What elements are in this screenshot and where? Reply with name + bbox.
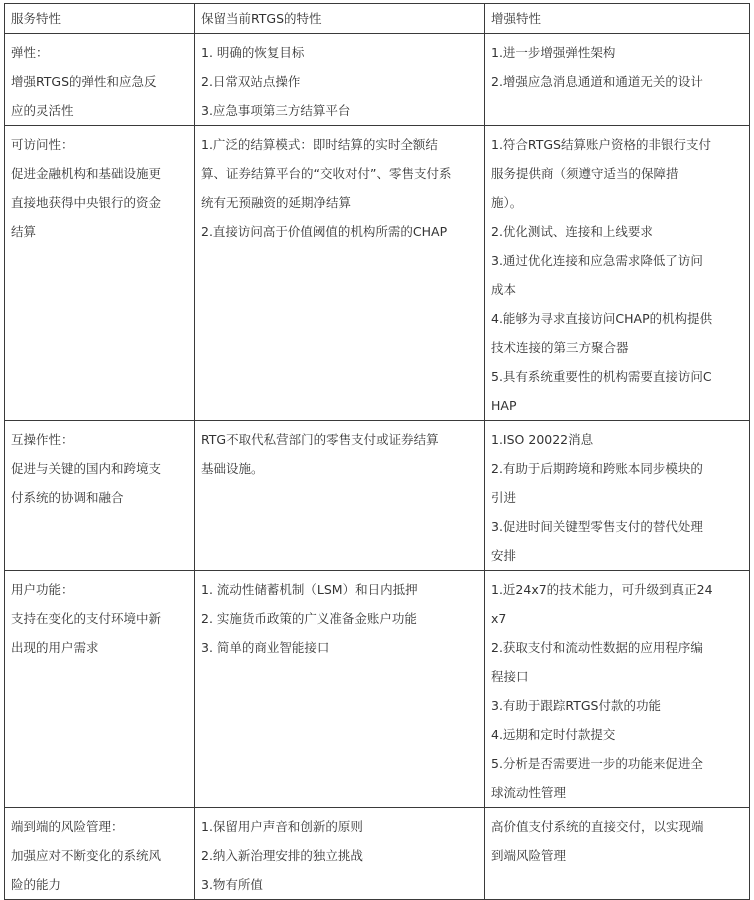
cell-line: 1.保留用户声音和创新的原则 — [201, 819, 363, 834]
cell-line: 端到端的风险管理： — [11, 819, 124, 834]
cell-line: HAP — [491, 398, 517, 413]
cell-line: 险的能力 — [11, 877, 62, 892]
cell-line: 4.远期和定时付款提交 — [491, 727, 616, 742]
cell-line: 1. 流动性储蓄机制（LSM）和日内抵押 — [201, 582, 418, 597]
feature-cell — [5, 34, 195, 126]
cell-line: 统有无预融资的延期净结算 — [201, 195, 352, 210]
cell-line: 付系统的协调和融合 — [11, 490, 124, 505]
cell-line: 2.获取支付和流动性数据的应用程序编 — [491, 640, 703, 655]
cell-line: 3.通过优化连接和应急需求降低了访问 — [491, 253, 703, 268]
cell-line: 成本 — [491, 282, 517, 297]
enhanced-cell — [485, 126, 750, 421]
cell-line: 高价值支付系统的直接交付，以实现端 — [491, 819, 704, 834]
enhanced-cell — [485, 421, 750, 571]
retained-cell — [195, 126, 485, 421]
cell-line: 算、证券结算平台的“交收对付”、零售支付系 — [201, 166, 452, 181]
cell-line: 5.具有系统重要性的机构需要直接访问C — [491, 369, 712, 384]
cell-line: 4.能够为寻求直接访问CHAP的机构提供 — [491, 311, 713, 326]
cell-line: 2.增强应急消息通道和通道无关的设计 — [491, 74, 703, 89]
cell-line: 3. 简单的商业智能接口 — [201, 640, 330, 655]
cell-line: 2. 实施货币政策的广义准备金账户功能 — [201, 611, 417, 626]
cell-line: 3.物有所值 — [201, 877, 263, 892]
cell-line: 促进金融机构和基础设施更 — [11, 166, 162, 181]
cell-line: 2.有助于后期跨境和跨账本同步模块的 — [491, 461, 703, 476]
cell-line: RTG不取代私营部门的零售支付或证券结算 — [201, 432, 439, 447]
table-row — [5, 571, 750, 808]
header-cell-feature: 服务特性 — [5, 4, 195, 34]
header-cell-retained: 保留当前RTGS的特性 — [195, 4, 485, 34]
cell-line: 2.日常双站点操作 — [201, 74, 301, 89]
cell-line: 技术连接的第三方聚合器 — [491, 340, 629, 355]
table-header-row — [5, 4, 750, 34]
cell-line: 1.广泛的结算模式：即时结算的实时全额结 — [201, 137, 438, 152]
feature-cell — [5, 571, 195, 808]
cell-line: 直接地获得中央银行的资金 — [11, 195, 162, 210]
enhanced-cell — [485, 808, 750, 900]
cell-line: 1.ISO 20022消息 — [491, 432, 594, 447]
cell-line: 安排 — [491, 548, 517, 563]
retained-cell — [195, 571, 485, 808]
cell-line: 增强RTGS的弹性和应急反 — [11, 74, 157, 89]
cell-line: x7 — [491, 611, 507, 626]
cell-line: 3.促进时间关键型零售支付的替代处理 — [491, 519, 703, 534]
header-cell-enhanced: 增强特性 — [485, 4, 750, 34]
cell-line: 1. 明确的恢复目标 — [201, 45, 305, 60]
table-row — [5, 34, 750, 126]
cell-line: 支持在变化的支付环境中新 — [11, 611, 162, 626]
table-row — [5, 126, 750, 421]
table-row — [5, 808, 750, 900]
feature-cell — [5, 421, 195, 571]
enhanced-cell — [485, 571, 750, 808]
cell-line: 3.有助于跟踪RTGS付款的功能 — [491, 698, 661, 713]
cell-line: 1.进一步增强弹性架构 — [491, 45, 616, 60]
feature-cell — [5, 126, 195, 421]
cell-line: 施）。 — [491, 195, 523, 210]
cell-line: 可访问性： — [11, 137, 74, 152]
rtgs-feature-table — [4, 3, 750, 900]
cell-line: 服务提供商（须遵守适当的保障措 — [491, 166, 679, 181]
cell-line: 5.分析是否需要进一步的功能来促进全 — [491, 756, 703, 771]
cell-line: 2.优化测试、连接和上线要求 — [491, 224, 653, 239]
retained-cell — [195, 421, 485, 571]
enhanced-cell — [485, 34, 750, 126]
retained-cell — [195, 34, 485, 126]
cell-line: 基础设施。 — [201, 461, 264, 476]
table-row — [5, 421, 750, 571]
cell-line: 球流动性管理 — [491, 785, 567, 800]
cell-line: 3.应急事项第三方结算平台 — [201, 103, 351, 118]
cell-line: 互操作性： — [11, 432, 74, 447]
cell-line: 引进 — [491, 490, 517, 505]
cell-line: 1.近24x7的技术能力，可升级到真正24 — [491, 582, 713, 597]
cell-line: 出现的用户需求 — [11, 640, 99, 655]
cell-line: 1.符合RTGS结算账户资格的非银行支付 — [491, 137, 711, 152]
cell-line: 程接口 — [491, 669, 529, 684]
cell-line: 到端风险管理 — [491, 848, 567, 863]
cell-line: 加强应对不断变化的系统风 — [11, 848, 162, 863]
cell-line: 用户功能： — [11, 582, 74, 597]
feature-cell — [5, 808, 195, 900]
cell-line: 弹性： — [11, 45, 49, 60]
cell-line: 2.纳入新治理安排的独立挑战 — [201, 848, 363, 863]
retained-cell — [195, 808, 485, 900]
cell-line: 促进与关键的国内和跨境支 — [11, 461, 162, 476]
cell-line: 应的灵活性 — [11, 103, 74, 118]
cell-line: 结算 — [11, 224, 37, 239]
cell-line: 2.直接访问高于价值阈值的机构所需的CHAP — [201, 224, 448, 239]
